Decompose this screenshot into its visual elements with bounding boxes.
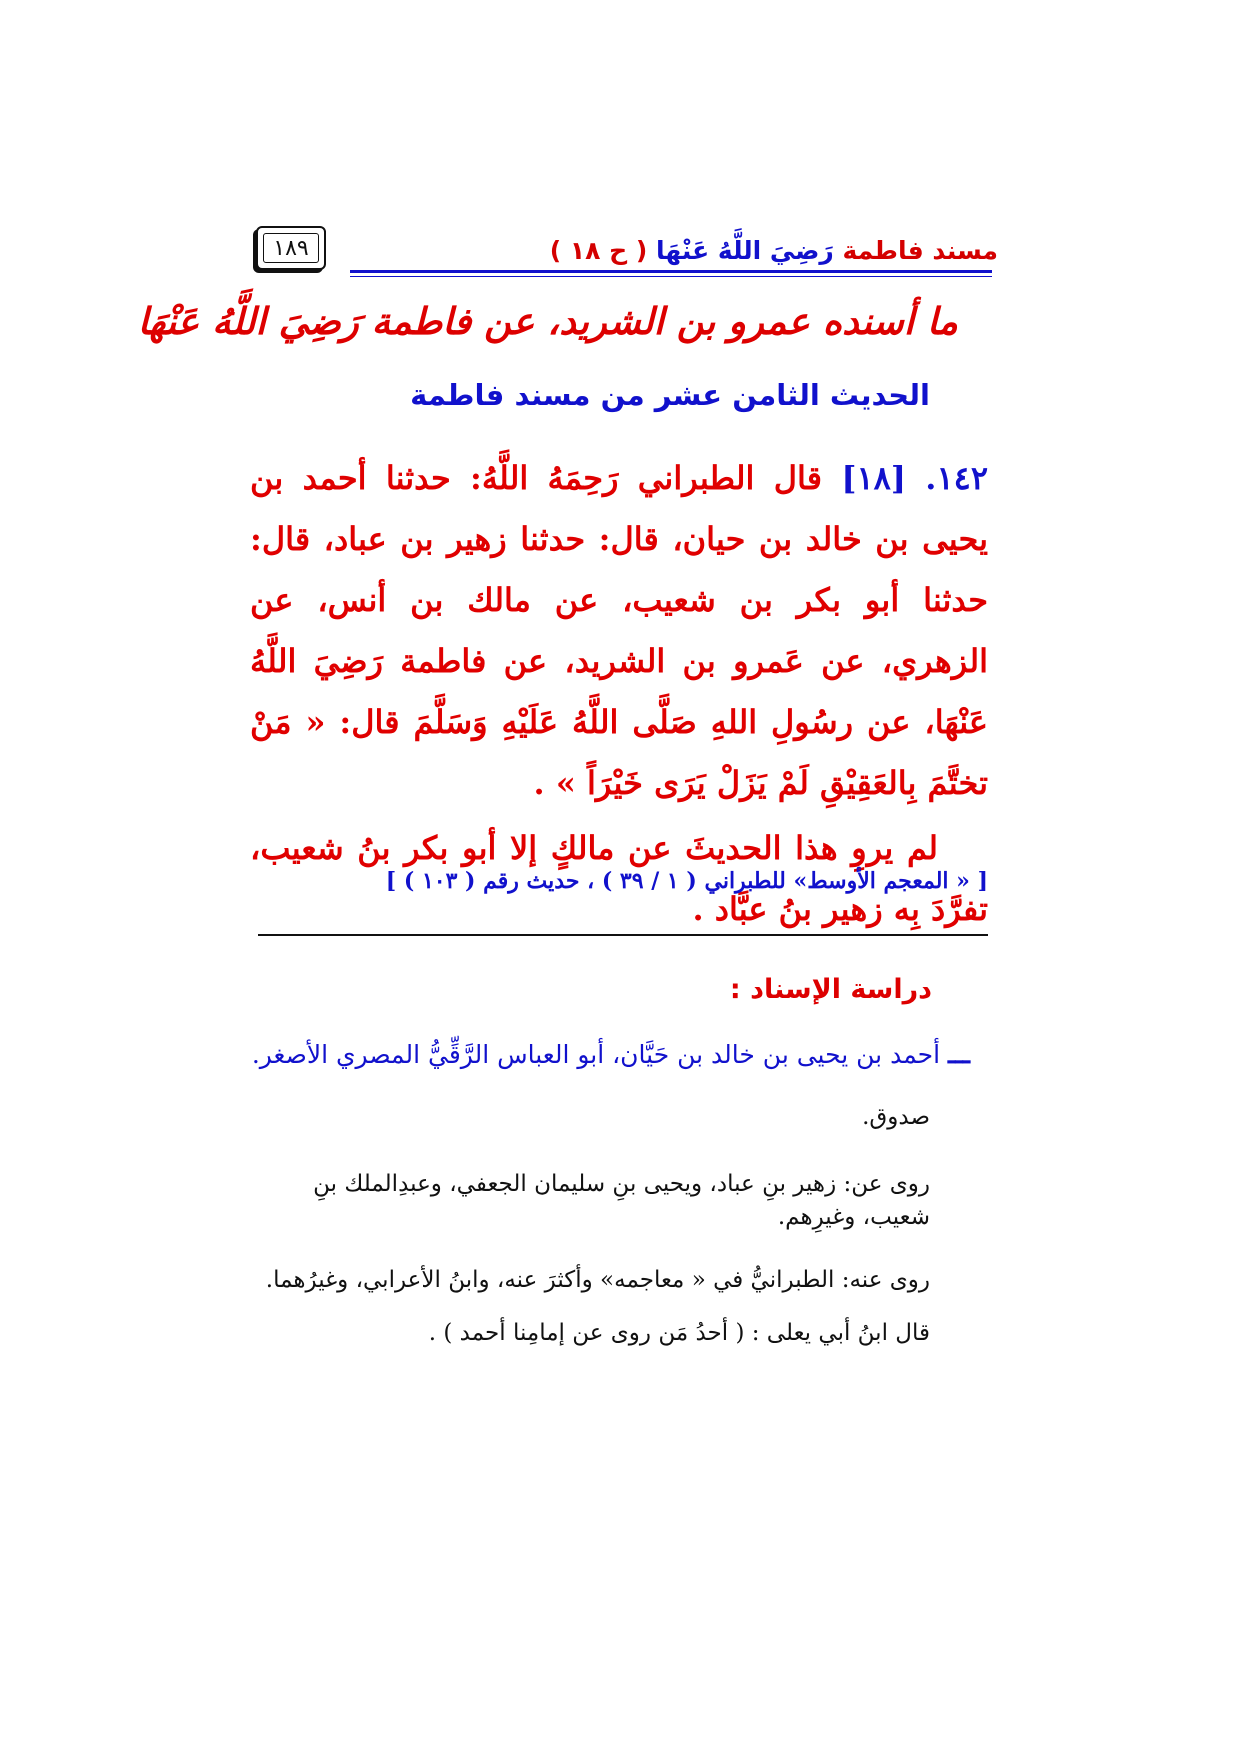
- hadith-title: الحديث الثامن عشر من مسند فاطمة: [410, 378, 930, 412]
- section-divider: [258, 934, 988, 936]
- hadith-text: [250, 448, 988, 940]
- narrated-from: روى عن: زهير بنِ عباد، ويحيى بنِ سليمان الجعفي، وعبدِالملك بنِ شعيب، وغيرِهم.: [313, 1171, 930, 1230]
- hadith-paragraph: [250, 448, 988, 814]
- study-body: [250, 1038, 990, 1350]
- narrator-name-text: أحمد بن يحيى بن خالد بن حَيَّان، أبو العباس الرَّقِّيُّ المصري الأصغر.: [251, 1040, 941, 1069]
- header-honorific: رَضِيَ اللَّهُ عَنْهَا: [656, 236, 834, 265]
- page-number-frame: [256, 226, 326, 270]
- study-heading: دراسة الإسناد :: [729, 974, 932, 1005]
- page-number: ١٨٩: [263, 233, 319, 263]
- header-hadith-ref: ( ح ١٨ ): [549, 236, 648, 265]
- source-citation: [ « المعجم الأوسط» للطبراني ( ١ / ٣٩ ) ، حديث رقم ( ١٠٣ ) ]: [385, 868, 988, 894]
- hadith-comment: لم يروِ هذا الحديثَ عن مالكٍ إلا أبو بكر بنُ شعيب، تفرَّدَ بِه زهير بنُ عبَّاد .: [250, 829, 988, 928]
- chapter-title: ما أسنده عمرو بن الشريد، عن فاطمة رَضِيَ اللَّهُ عَنْهَا: [137, 300, 958, 343]
- header-rule: [350, 270, 992, 273]
- ibn-abi-yala-quote: قال ابنُ أبي يعلى : ( أحدُ مَن روى عن إمامِنا أحمد ) .: [428, 1320, 930, 1346]
- header-book-title: مسند فاطمة: [842, 236, 998, 265]
- hadith-matn: قال الطبراني رَحِمَهُ اللَّهُ: حدثنا أحمد بن يحيى بن خالد بن حيان، قال: حدثنا زهير بن عباد، قال: حدثنا أبو بكر بن شعيب، عن مالك بن أنس، عن الزهري، عن عَمرو بن الشريد، عن فاطمة رَضِيَ اللَّهُ عَنْهَا، عن رسُولِ اللهِ صَلَّى اللَّهُ عَلَيْهِ وَسَلَّمَ قال: « مَنْ تختَّمَ بِالعَقِيْقِ لَمْ يَزَلْ يَرَى خَيْرَاً » .: [250, 459, 988, 802]
- header-rule-thin: [350, 276, 992, 277]
- hadith-number: ١٤٢. [١٨]: [841, 459, 989, 497]
- narrator-grade: صدوق.: [862, 1104, 930, 1130]
- running-header: [358, 236, 998, 265]
- bullet-dash: ـــ: [948, 1040, 970, 1069]
- narrator-name: [250, 1038, 970, 1071]
- narrated-by: روى عنه: الطبرانيُّ في « معاجمه» وأكثرَ عنه، وابنُ الأعرابي، وغيرُهما.: [265, 1267, 930, 1293]
